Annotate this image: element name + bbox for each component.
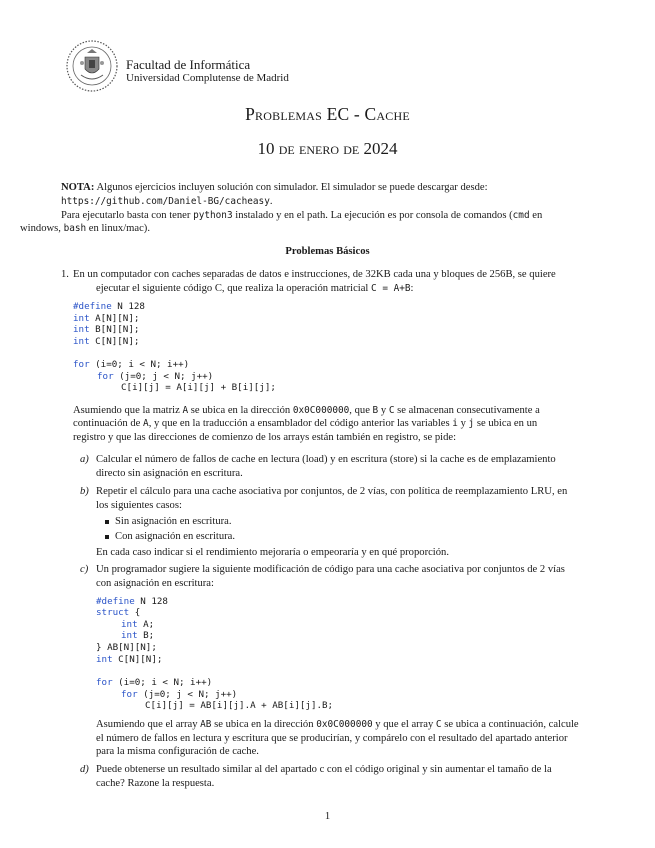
university-seal-icon bbox=[65, 39, 119, 93]
university-name: Universidad Complutense de Madrid bbox=[126, 72, 289, 84]
cmd-code: cmd bbox=[512, 210, 530, 221]
item-d-line-1: Puede obtenerse un resultado similar al del apartado c con el código original y sin aumentar el tamaño de la bbox=[96, 764, 552, 775]
document-date: 10 de enero de 2024 bbox=[257, 139, 398, 158]
section-heading: Problemas Básicos bbox=[285, 246, 370, 257]
item-b-line-1: Repetir el cálculo para una cache asociativa por conjuntos, de 2 vías, con política de reemplazamiento LRU, en bbox=[96, 486, 568, 497]
faculty-name: Facultad de Informática bbox=[126, 57, 251, 72]
item-a-line-2: directo sin asignación en escritura. bbox=[96, 468, 243, 479]
item-c-line-1: Un programador sugiere la siguiente modificación de código para una cache asociativa por conjuntos de 2 vías bbox=[96, 564, 565, 575]
item-c-para-line-3: para la misma configuración de cache. bbox=[96, 746, 259, 757]
bullet-icon bbox=[105, 520, 109, 524]
item-c-line-2: con asignación en escritura: bbox=[96, 578, 214, 589]
note-line-3: Para ejecutarlo basta con tener python3 instalado y en el path. La ejecución es por consola de comandos (cmd en bbox=[61, 210, 543, 221]
problem-intro-line-2: ejecutar el siguiente código C, que realiza la operación matricial C = A+B: bbox=[96, 283, 414, 294]
item-c-para-line-1: Asumiendo que el array AB se ubica en la dirección 0x0C000000 y que el array C se ubica a continuación, calcule bbox=[96, 719, 579, 730]
page-number: 1 bbox=[324, 811, 331, 822]
problem-number: 1. bbox=[61, 269, 69, 280]
python-code: python3 bbox=[193, 210, 233, 221]
code-block-1: #define N 128 bbox=[73, 301, 145, 312]
item-d-line-2: cache? Razone la respuesta. bbox=[96, 778, 215, 789]
document-title: Problemas EC - Cache bbox=[245, 104, 410, 124]
code-block-2: #define N 128 bbox=[96, 596, 168, 607]
simulator-link[interactable]: https://github.com/Daniel-BG/cacheasy bbox=[61, 196, 270, 207]
assumption-line-1: Asumiendo que la matriz A se ubica en la dirección 0x0C000000, que B y C se almacenan consecutivamente a bbox=[73, 405, 540, 416]
item-c-label: c) bbox=[80, 564, 89, 575]
item-b-line-3: En cada caso indicar si el rendimiento mejoraría o empeoraría y en qué proporción. bbox=[96, 547, 449, 558]
note-line-4: windows, bash en linux/mac). bbox=[20, 223, 150, 234]
item-b-label: b) bbox=[80, 486, 89, 497]
item-b-line-2: los siguientes casos: bbox=[96, 500, 182, 511]
note-line-2: https://github.com/Daniel-BG/cacheasy. bbox=[61, 196, 273, 207]
bash-code: bash bbox=[63, 223, 87, 234]
problem-intro-line-1: En un computador con caches separadas de datos e instrucciones, de 32KB cada una y bloques de 256B, se quiere bbox=[73, 269, 556, 280]
item-b-bullet-2: Con asignación en escritura. bbox=[105, 530, 235, 544]
bullet-icon bbox=[105, 535, 109, 539]
assumption-line-2: continuación de A, y que en la traducción a ensamblador del código anterior las variables i y j se ubica en un bbox=[73, 418, 538, 429]
note-label: NOTA: bbox=[61, 182, 95, 193]
note-line-1 bbox=[61, 181, 488, 195]
item-d-label: d) bbox=[80, 764, 89, 775]
item-a-label: a) bbox=[80, 454, 89, 465]
note-text: Algunos ejercicios incluyen solución con simulador. El simulador se puede descargar desde: bbox=[96, 182, 488, 193]
item-a-line-1: Calcular el número de fallos de cache en lectura (load) y en escritura (store) si la cache es de emplazamiento bbox=[96, 454, 556, 465]
assumption-line-3: registro y que las direcciones de comienzo de los arrays están también en registro, se pide: bbox=[73, 432, 457, 443]
item-b-bullet-1: Sin asignación en escritura. bbox=[105, 515, 232, 529]
item-c-para-line-2: el número de fallos en lectura y escritura que se producirían, y compárelo con el resultado del apartado anterior bbox=[96, 733, 568, 744]
